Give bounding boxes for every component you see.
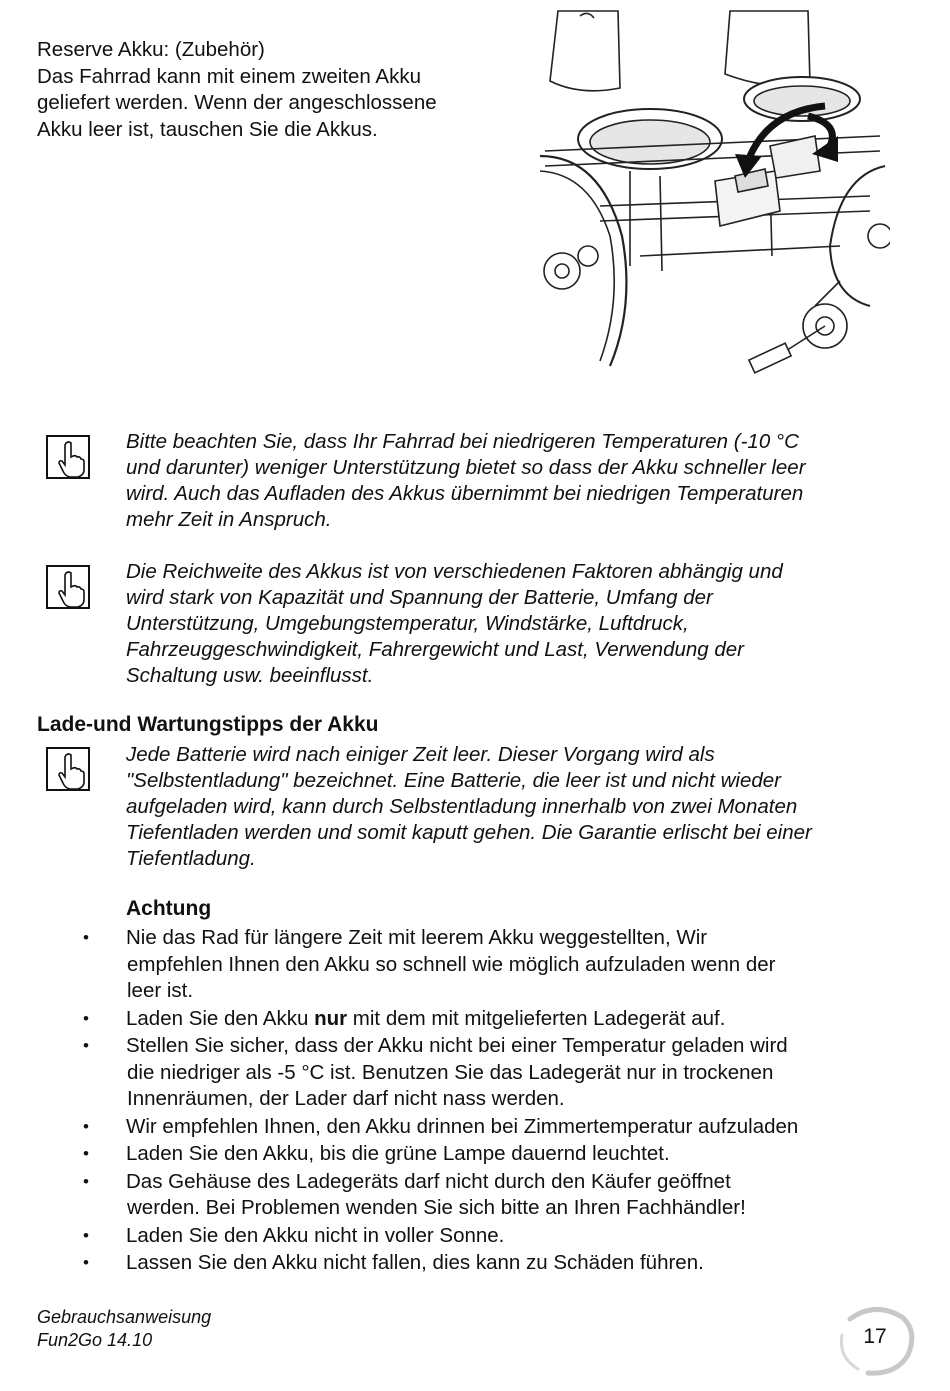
list-item: • Lassen Sie den Akku nicht fallen, dies kann zu Schäden führen. [80, 1250, 900, 1277]
bullet-icon: • [83, 1171, 89, 1191]
note-line: und darunter) weniger Unterstützung bietet so dass der Akku schneller leer [126, 456, 806, 479]
bullet-icon: • [83, 1225, 89, 1245]
list-item: • Laden Sie den Akku nicht in voller Sonne. [80, 1223, 900, 1250]
note-line: Bitte beachten Sie, dass Ihr Fahrrad bei niedrigeren Temperaturen (-10 °C [126, 430, 799, 453]
note-line: Unterstützung, Umgebungstemperatur, Windstärke, Luftdruck, [126, 612, 689, 635]
footer-model: Fun2Go 14.10 [37, 1330, 153, 1350]
note-line: mehr Zeit in Anspruch. [126, 508, 332, 531]
bullet-icon: • [83, 1144, 89, 1163]
note-line: wird stark von Kapazität und Spannung der Batterie, Umfang der [126, 586, 713, 609]
list-item: • Das Gehäuse des Ladegeräts darf nicht durch den Käufer geöffnet werden. Bei Problemen wenden Sie sich bitte an Ihren Fachhändler! [83, 1169, 746, 1219]
note-range-factors [126, 559, 901, 689]
bullet-icon: • [83, 1116, 89, 1136]
bullet-icon: • [83, 928, 89, 947]
list-item: • Nie das Rad für längere Zeit mit leerem Akku weggestellten, Wir empfehlen Ihnen den Akku so schnell wie möglich aufzuladen wenn der leer ist. [83, 926, 776, 1002]
note-self-discharge [126, 742, 901, 872]
note-line: Jede Batterie wird nach einiger Zeit leer. Dieser Vorgang wird als [126, 743, 715, 766]
note-line: wird. Auch das Aufladen des Akkus übernimmt bei niedrigen Temperaturen [126, 482, 804, 505]
section-heading: Lade-und Wartungstipps der Akku [37, 713, 379, 736]
emphasis: nur [314, 1006, 348, 1030]
footer-title: Gebrauchsanweisung [37, 1307, 212, 1327]
intro-line: geliefert werden. Wenn der angeschlossene [37, 91, 437, 114]
note-line: Schaltung usw. beeinflusst. [126, 664, 374, 687]
intro-line: Reserve Akku: (Zubehör) [37, 38, 265, 61]
bullet-icon: • [83, 1036, 89, 1055]
note-line: aufgeladen wird, kann durch Selbstentladung innerhalb von zwei Monaten [126, 795, 798, 818]
intro-line: Akku leer ist, tauschen Sie die Akkus. [37, 117, 378, 141]
page-number-badge [830, 1305, 920, 1377]
list-item: • Wir empfehlen Ihnen, den Akku drinnen bei Zimmertemperatur aufzuladen [80, 1114, 900, 1141]
list-item: • Stellen Sie sicher, dass der Akku nicht bei einer Temperatur geladen wird die niedriger als -5 °C ist. Benutzen Sie das Ladegerät nur in trockenen Innenräumen, der Lader darf nicht nass werden. [83, 1034, 788, 1110]
list-item: • Laden Sie den Akku nur mit dem mit mitgelieferten Ladegerät auf. [80, 1006, 900, 1033]
achtung-title: Achtung [126, 897, 212, 920]
bullet-icon: • [83, 1253, 89, 1272]
note-line: Tiefentladung. [126, 847, 256, 870]
note-line: Die Reichweite des Akkus ist von verschiedenen Faktoren abhängig und [126, 560, 783, 583]
note-low-temperature [126, 429, 901, 533]
footer [37, 1306, 211, 1352]
list-item: • Laden Sie den Akku, bis die grüne Lampe dauernd leuchtet. [80, 1141, 900, 1168]
note-line: Fahrzeuggeschwindigkeit, Fahrergewicht und Last, Verwendung der [126, 638, 745, 661]
note-line: Tiefentladen werden und somit kaputt gehen. Die Garantie erlischt bei einer [126, 821, 812, 844]
pointing-hand-icon [46, 565, 90, 609]
page-number: 17 [863, 1325, 887, 1348]
pointing-hand-icon [46, 435, 90, 479]
achtung-list [80, 925, 900, 1278]
pointing-hand-icon [46, 747, 90, 791]
note-line: "Selbstentladung" bezeichnet. Eine Batterie, die leer ist und nicht wieder [126, 769, 782, 792]
intro-line: Das Fahrrad kann mit einem zweiten Akku [37, 64, 421, 88]
tandem-battery-swap-illustration [540, 6, 890, 381]
intro-text [37, 37, 507, 143]
bullet-icon: • [83, 1008, 89, 1028]
